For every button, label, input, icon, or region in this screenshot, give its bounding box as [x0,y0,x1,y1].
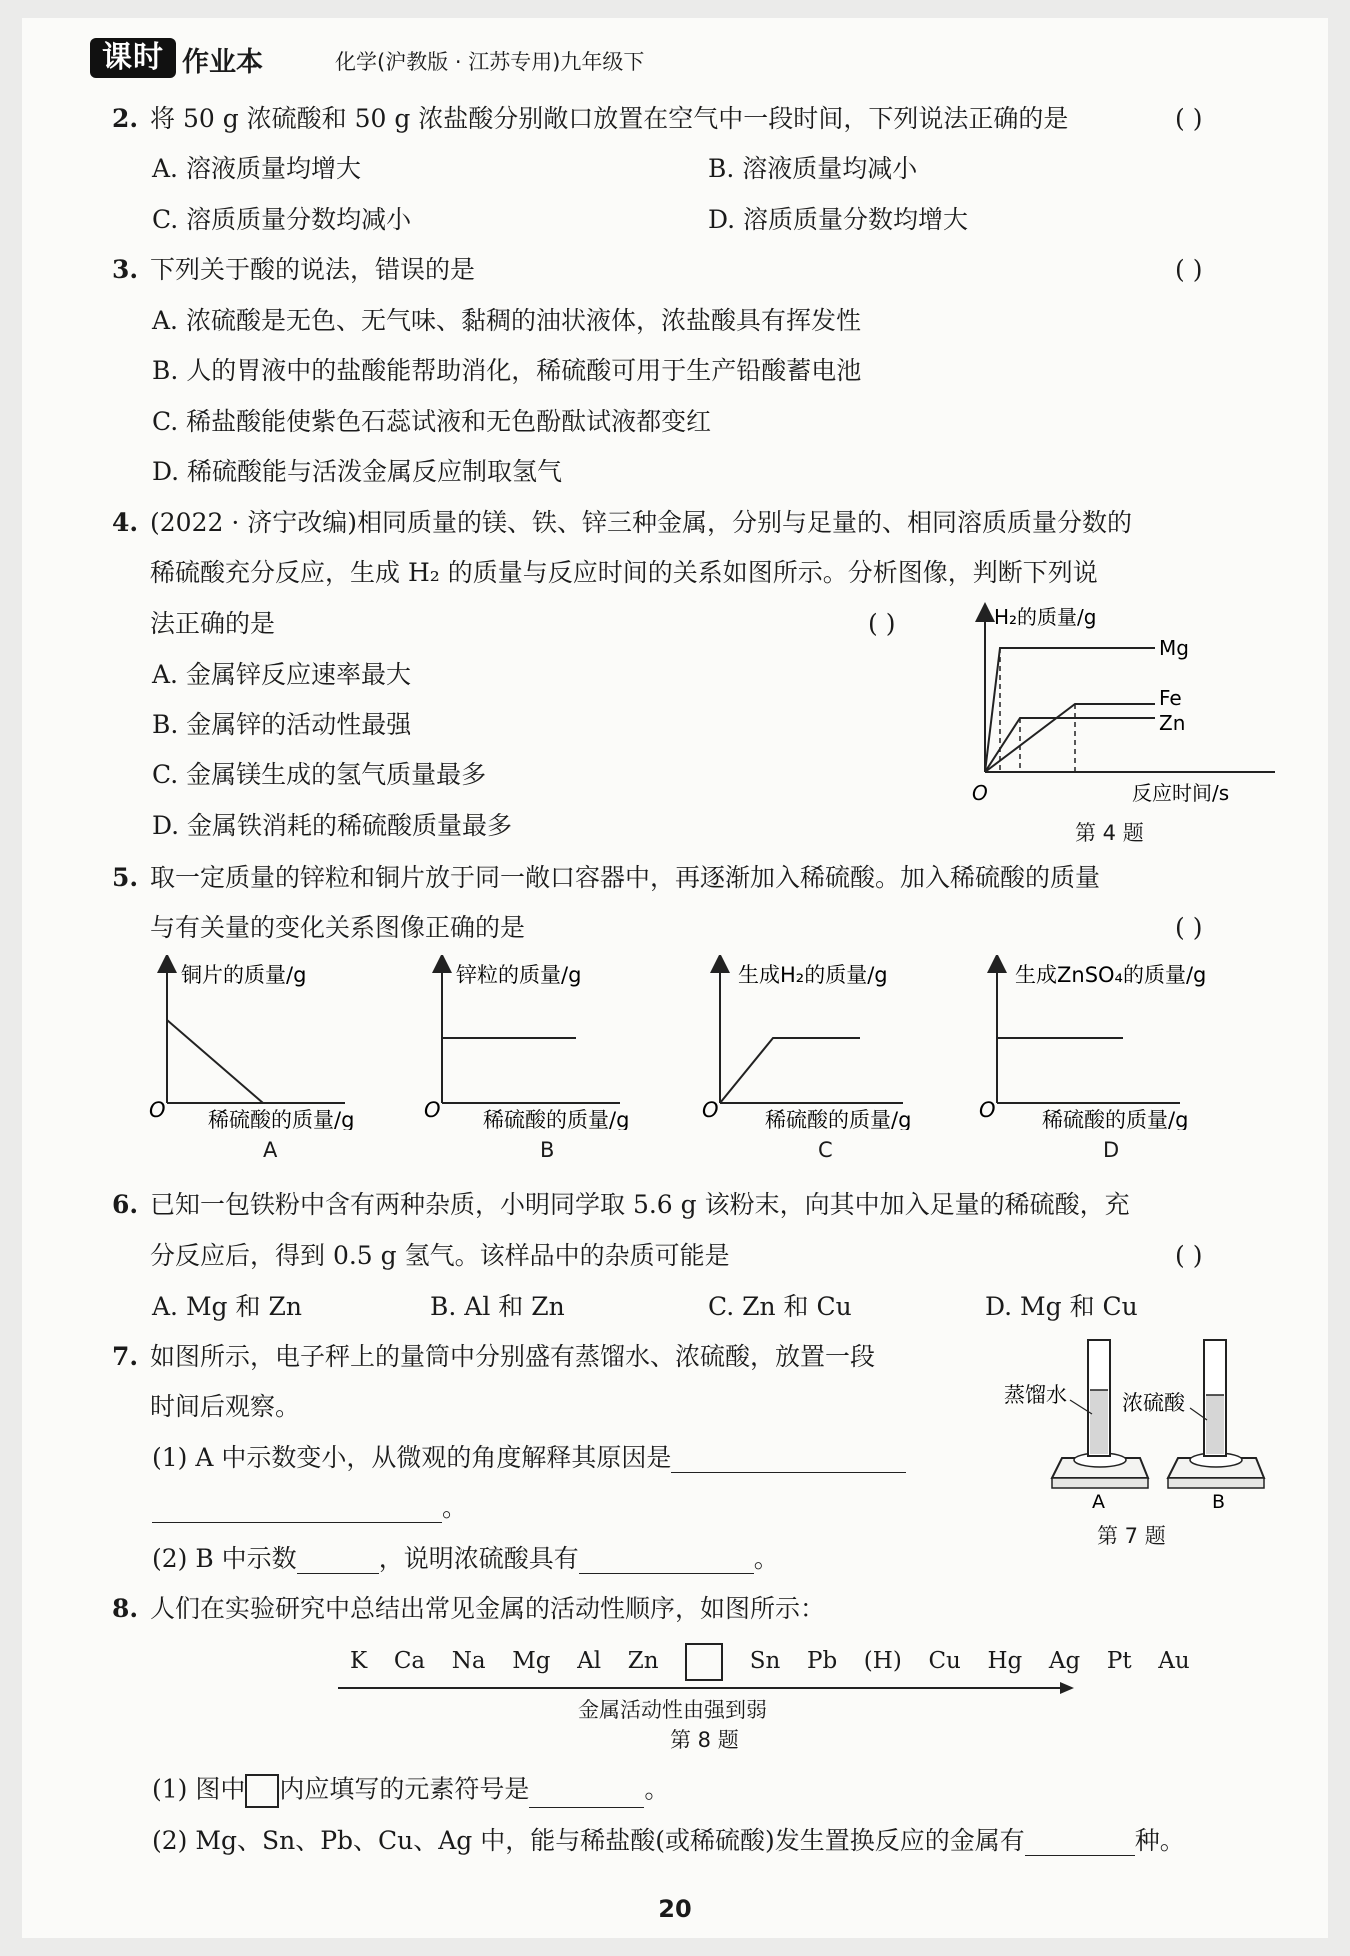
q4-origin: O [972,781,988,805]
series-pt: Pt [1106,1648,1132,1674]
q4-graph [960,600,1290,815]
q5c-x-label: 稀硫酸的质量/g [765,1108,912,1130]
series-ca: Ca [393,1648,426,1674]
label-acid: 浓硫酸 [1122,1391,1185,1415]
q7-figure [1000,1330,1280,1515]
q4-option-a: A. 金属锌反应速率最大 [152,660,411,689]
q3-option-a: A. 浓硫酸是无色、无气味、黏稠的油状液体，浓盐酸具有挥发性 [152,306,861,335]
q5-graph-c [698,955,968,1130]
q5-number: 5. [112,863,139,892]
header-title: 作业本 [182,47,263,78]
q4-line-1: (2022 · 济宁改编)相同质量的镁、铁、锌三种金属，分别与足量的、相同溶质质量分数的 [150,508,1132,537]
q7-line-2: 时间后观察。 [150,1392,301,1421]
q6-line-1: 已知一包铁粉中含有两种杂质，小明同学取 5.6 g 该粉末，向其中加入足量的稀硫酸，充 [150,1190,1130,1219]
q4-x-label: 反应时间/s [1132,781,1230,805]
q2-option-c: C. 溶质质量分数均减小 [152,205,412,234]
q5-graph-a [145,955,410,1130]
q8-part-2: (2) Mg、Sn、Pb、Cu、Ag 中，能与稀盐酸(或稀硫酸)发生置换反应的金属有 种。 [152,1826,1185,1855]
q5-graph-d [975,955,1250,1130]
label-b: B [1212,1491,1226,1513]
q8-number: 8. [112,1594,139,1623]
q3-option-c: C. 稀盐酸能使紫色石蕊试液和无色酚酞试液都变红 [152,407,712,436]
q2-number: 2. [112,104,139,133]
q8-caption: 第 8 题 [670,1728,739,1752]
q5-letter-c: C [818,1138,833,1162]
series-pb: Pb [806,1648,838,1674]
q7-number: 7. [112,1342,139,1371]
q8-blank-2[interactable] [1025,1829,1135,1856]
q3-option-b: B. 人的胃液中的盐酸能帮助消化，稀硫酸可用于生产铅酸蓄电池 [152,356,862,385]
q5a-x-label: 稀硫酸的质量/g [208,1108,355,1130]
q2-stem: 将 50 g 浓硫酸和 50 g 浓盐酸分别敞口放置在空气中一段时间，下列说法正确的是 [150,104,1069,133]
q5b-x-label: 稀硫酸的质量/g [483,1108,630,1130]
q5c-y-label: 生成H₂的质量/g [738,963,888,987]
q7-blank-2a[interactable] [297,1547,379,1574]
q4-option-c: C. 金属镁生成的氢气质量最多 [152,760,487,789]
q4-line-3: 法正确的是 [150,609,276,638]
q5-line-1: 取一定质量的锌粒和铜片放于同一敞口容器中，再逐渐加入稀硫酸。加入稀硫酸的质量 [150,863,1101,892]
series-h: (H) [863,1648,902,1674]
activity-arrow-label: 金属活动性由强到弱 [578,1698,767,1722]
q3-number: 3. [112,255,139,284]
q2-option-b: B. 溶液质量均减小 [708,154,918,183]
q5d-origin: O [979,1098,996,1122]
activity-series [350,1643,1190,1681]
series-mg: Mg [512,1648,551,1674]
q5d-x-label: 稀硫酸的质量/g [1042,1108,1189,1130]
q5-letter-a: A [263,1138,278,1162]
page-number: 20 [658,1895,692,1923]
q4-label-zn: Zn [1159,711,1186,735]
q5a-origin: O [149,1098,166,1122]
q6-number: 6. [112,1190,139,1219]
series-zn: Zn [627,1648,659,1674]
q7-blank-2b[interactable] [579,1547,754,1574]
q4-line-2: 稀硫酸充分反应，生成 H₂ 的质量与反应时间的关系如图所示。分析图像，判断下列说 [150,558,1098,587]
q3-stem: 下列关于酸的说法，错误的是 [150,255,476,284]
q5c-origin: O [702,1098,719,1122]
q7-line-1: 如图所示，电子秤上的量筒中分别盛有蒸馏水、浓硫酸，放置一段 [150,1342,876,1371]
q4-option-d: D. 金属铁消耗的稀硫酸质量最多 [152,811,513,840]
q4-answer-paren: ( ) [868,609,896,638]
q5a-curve [167,1020,263,1103]
q5-letter-d: D [1103,1138,1120,1162]
q7-part-1: (1) A 中示数变小，从微观的角度解释其原因是 [152,1443,906,1473]
q8-blank-1[interactable] [529,1781,644,1808]
q6-option-d: D. Mg 和 Cu [985,1292,1138,1321]
q8-part-1: (1) 图中 内应填写的元素符号是 。 [152,1774,669,1808]
q3-answer-paren: ( ) [1175,255,1203,284]
q6-option-b: B. Al 和 Zn [430,1292,565,1321]
header-subtitle: 化学(沪教版 · 江苏专用)九年级下 [335,50,645,74]
q5d-y-label: 生成ZnSO₄的质量/g [1015,963,1207,987]
q4-option-b: B. 金属锌的活动性最强 [152,710,412,739]
q2-answer-paren: ( ) [1175,104,1203,133]
q6-answer-paren: ( ) [1175,1241,1203,1270]
label-a: A [1092,1491,1105,1513]
q7-blank-1a[interactable] [671,1446,906,1473]
q4-line-zn [985,718,1155,772]
q4-label-fe: Fe [1159,686,1182,710]
q4-label-mg: Mg [1159,636,1189,660]
series-au: Au [1158,1648,1190,1674]
q4-line-fe [985,704,1155,772]
q6-line-2: 分反应后，得到 0.5 g 氢气。该样品中的杂质可能是 [150,1241,730,1270]
q6-option-c: C. Zn 和 Cu [708,1292,852,1321]
series-al: Al [577,1648,602,1674]
q6-option-a: A. Mg 和 Zn [152,1292,302,1321]
q4-number: 4. [112,508,139,537]
q8-inline-box [245,1774,279,1808]
q5-line-2: 与有关量的变化关系图像正确的是 [150,913,526,942]
q7-caption: 第 7 题 [1097,1524,1166,1548]
q7-part-1-cont: 。 [152,1493,467,1523]
series-ag: Ag [1048,1648,1081,1674]
q5c-curve [720,1038,860,1103]
q2-option-d: D. 溶质质量分数均增大 [708,205,969,234]
q5-letter-b: B [540,1138,555,1162]
series-k: K [350,1648,368,1674]
q2-option-a: A. 溶液质量均增大 [152,154,361,183]
series-cu: Cu [928,1648,961,1674]
q3-option-d: D. 稀硫酸能与活泼金属反应制取氢气 [152,457,563,486]
label-water: 蒸馏水 [1004,1383,1067,1407]
series-sn: Sn [749,1648,781,1674]
q4-y-label: H₂的质量/g [994,605,1097,629]
q4-caption: 第 4 题 [1075,821,1144,845]
series-na: Na [451,1648,486,1674]
series-hg: Hg [987,1648,1023,1674]
q5b-origin: O [424,1098,441,1122]
q7-blank-1b[interactable] [152,1496,442,1523]
q5-graph-b [420,955,685,1130]
q8-stem: 人们在实验研究中总结出常见金属的活动性顺序，如图所示： [150,1594,826,1623]
q5-answer-paren: ( ) [1175,913,1203,942]
q7-part-2: (2) B 中示数 ，说明浓硫酸具有 。 [152,1544,779,1573]
brand-logo: 课时 [90,38,176,78]
q5a-y-label: 铜片的质量/g [181,963,307,987]
series-blank-box[interactable] [685,1643,723,1681]
q5b-y-label: 锌粒的质量/g [456,963,582,987]
